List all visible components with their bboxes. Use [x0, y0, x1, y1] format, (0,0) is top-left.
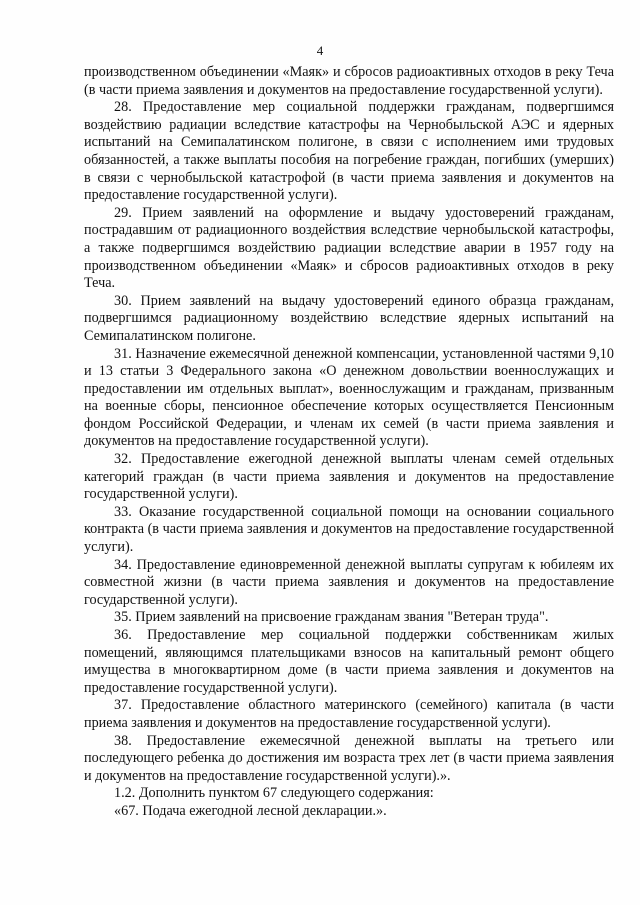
paragraph-item-38: 38. Предоставление ежемесячной денежной выплаты на третьего или последующего ребенка до достижения им возраста трех лет (в части приема заявления и документов на предоставление государственной услуги).». — [84, 732, 614, 784]
paragraph-item-34: 34. Предоставление единовременной денежной выплаты супругам к юбилеям их совместной жизни (в части приема заявления и документов на предоставление государственной услуги). — [84, 556, 614, 608]
paragraph-item-36: 36. Предоставление мер социальной поддержки собственникам жилых помещений, являющимся плательщиками взносов на капитальный ремонт общего имущества в многоквартирном доме (в части приема заявления и документов на предоставление государственной услуги). — [84, 627, 614, 696]
paragraph-item-37: 37. Предоставление областного материнского (семейного) капитала (в части приема заявления и документов на предоставление государственной услуги). — [84, 697, 614, 731]
paragraph-item-33: 33. Оказание государственной социальной помощи на основании социального контракта (в части приема заявления и документов на предоставление государственной услуги). — [84, 503, 614, 556]
document-body — [84, 64, 614, 821]
paragraph-item-31: 31. Назначение ежемесячной денежной компенсации, установленной частями 9,10 и 13 статьи 3 Федерального закона «О денежном довольствии военнослужащих и предоставлении им отдельных выплат», военнослужащим и гражданам, призванным на военные сборы, пенсионное обеспечение которых осуществляется Пенсионным фондом Российской Федерации, и членам их семей (в части приема заявления и документов на предоставление государственной услуги). — [84, 345, 614, 450]
paragraph-item-67: «67. Подача ежегодной лесной декларации.». — [114, 802, 387, 819]
paragraph-continuation: производственном объединении «Маяк» и сбросов радиоактивных отходов в реку Теча (в части приема заявления и документов на предоставление государственной услуги). — [84, 64, 614, 98]
page-number: 4 — [316, 43, 324, 58]
paragraph-item-28: 28. Предоставление мер социальной поддержки гражданам, подвергшимся воздействию радиации вследствие катастрофы на Чернобыльской АЭС и ядерных испытаний на Семипалатинском полигоне, в связи с исполнением ими трудовых обязанностей, а также выплаты пособия на погребение граждан, погибших (умерших) в связи с чернобыльской катастрофой (в части приема заявления и документов на предоставление государственной услуги). — [84, 99, 614, 204]
paragraph-item-29: 29. Прием заявлений на оформление и выдачу удостоверений гражданам, пострадавшим от радиационного воздействия вследствие чернобыльской катастрофы, а также подвергшимся воздействию радиации вследствие аварии в 1957 году на производственном объединении «Маяк» и сбросов радиоактивных отходов в реку Теча. — [84, 204, 614, 292]
paragraph-amendment-1-2: 1.2. Дополнить пунктом 67 следующего содержания: — [114, 785, 434, 802]
paragraph-item-30: 30. Прием заявлений на выдачу удостоверений единого образца гражданам, подвергшимся радиационному воздействию вследствие ядерных испытаний на Семипалатинском полигоне. — [84, 292, 614, 344]
paragraph-item-32: 32. Предоставление ежегодной денежной выплаты членам семей отдельных категорий граждан (в части приема заявления и документов на предоставление государственной услуги). — [84, 451, 614, 503]
paragraph-item-35: 35. Прием заявлений на присвоение гражданам звания "Ветеран труда". — [114, 609, 549, 626]
